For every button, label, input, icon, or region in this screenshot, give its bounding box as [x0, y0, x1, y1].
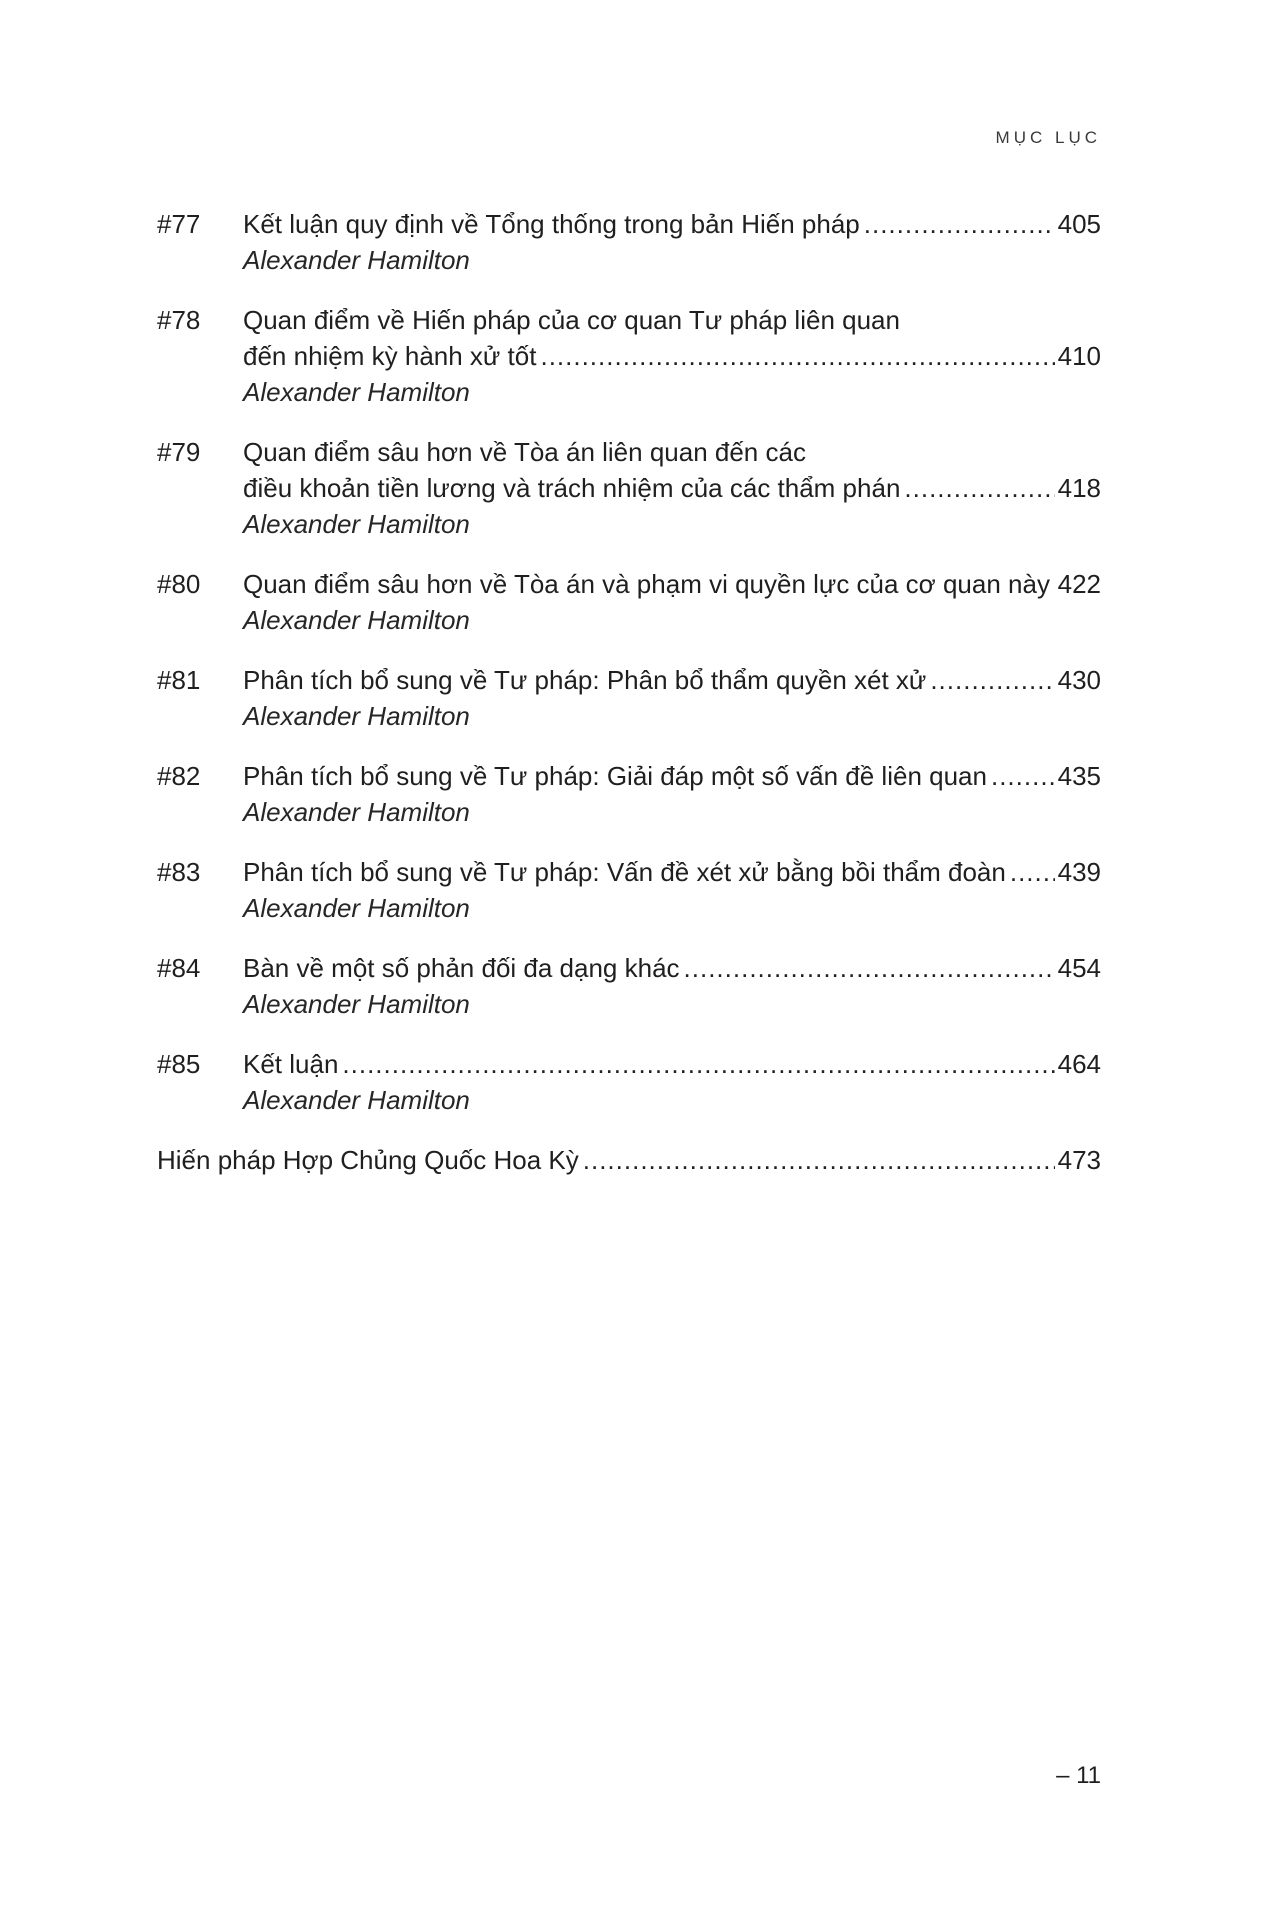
appendix-title-line	[157, 1142, 1101, 1178]
toc-entry	[157, 854, 1101, 926]
dot-leader	[991, 758, 1055, 794]
entry-title-line	[243, 338, 1101, 374]
entry-title: Kết luận	[243, 1049, 339, 1079]
entry-page-number: 464	[1057, 1049, 1101, 1079]
dot-leader	[864, 206, 1055, 242]
dot-leader	[1054, 566, 1055, 602]
entry-author: Alexander Hamilton	[243, 989, 470, 1019]
entry-title-first-line: Quan điểm sâu hơn về Tòa án liên quan đến các	[243, 437, 806, 467]
entry-title: Quan điểm sâu hơn về Tòa án và phạm vi quyền lực của cơ quan này	[243, 569, 1050, 599]
toc-entry	[157, 566, 1101, 638]
entry-title: Phân tích bổ sung về Tư pháp: Giải đáp một số vấn đề liên quan	[243, 761, 987, 791]
entry-page-number: 410	[1057, 341, 1101, 371]
entry-title-line	[243, 758, 1101, 794]
toc-entry	[157, 302, 1101, 410]
entry-number: #85	[157, 1049, 201, 1079]
entry-title: Phân tích bổ sung về Tư pháp: Vấn đề xét xử bằng bồi thẩm đoàn	[243, 857, 1006, 887]
entry-title: Bàn về một số phản đối đa dạng khác	[243, 953, 680, 983]
dot-leader	[904, 470, 1054, 506]
entry-title-line	[243, 950, 1101, 986]
dot-leader	[342, 1046, 1054, 1082]
entry-title-line	[243, 470, 1101, 506]
entry-title: Kết luận quy định về Tổng thống trong bản Hiến pháp	[243, 209, 860, 239]
entry-author: Alexander Hamilton	[243, 797, 470, 827]
entry-number: #78	[157, 305, 201, 335]
entry-author: Alexander Hamilton	[243, 1085, 470, 1115]
dot-leader	[684, 950, 1055, 986]
entry-title-line	[243, 854, 1101, 890]
entry-number: #83	[157, 857, 201, 887]
entry-author: Alexander Hamilton	[243, 893, 470, 923]
entry-page-number: 422	[1057, 569, 1101, 599]
entry-number: #81	[157, 665, 201, 695]
entry-number: #84	[157, 953, 201, 983]
entry-number: #82	[157, 761, 201, 791]
entry-title-line	[243, 566, 1101, 602]
entry-page-number: 405	[1057, 209, 1101, 239]
toc-entry	[157, 758, 1101, 830]
entry-author: Alexander Hamilton	[243, 605, 470, 635]
dot-leader	[583, 1142, 1055, 1178]
toc-appendix-entry	[157, 1142, 1101, 1178]
page-folio: – 11	[1056, 1762, 1101, 1789]
entry-number: #80	[157, 569, 201, 599]
entry-number: #77	[157, 209, 201, 239]
dot-leader	[1010, 854, 1055, 890]
running-header: MỤC LỤC	[995, 128, 1101, 147]
entry-author: Alexander Hamilton	[243, 377, 470, 407]
entry-author: Alexander Hamilton	[243, 509, 470, 539]
dot-leader	[930, 662, 1054, 698]
entry-page-number: 430	[1057, 665, 1101, 695]
entry-page-number: 435	[1057, 761, 1101, 791]
appendix-title: Hiến pháp Hợp Chủng Quốc Hoa Kỳ	[157, 1145, 579, 1175]
entry-title: điều khoản tiền lương và trách nhiệm của các thẩm phán	[243, 473, 901, 503]
toc-entry	[157, 434, 1101, 542]
entry-title-line	[243, 1046, 1101, 1082]
entry-title-first-line: Quan điểm về Hiến pháp của cơ quan Tư pháp liên quan	[243, 305, 900, 335]
entry-author: Alexander Hamilton	[243, 245, 470, 275]
entry-title-line	[243, 206, 1101, 242]
appendix-page-number: 473	[1057, 1145, 1101, 1175]
entry-title-line	[243, 662, 1101, 698]
toc-entry	[157, 950, 1101, 1022]
entry-page-number: 439	[1057, 857, 1101, 887]
entry-page-number: 454	[1057, 953, 1101, 983]
table-of-contents	[157, 206, 1101, 1202]
dot-leader	[540, 338, 1054, 374]
entry-page-number: 418	[1057, 473, 1101, 503]
toc-entry	[157, 206, 1101, 278]
entry-number: #79	[157, 437, 201, 467]
entry-title: đến nhiệm kỳ hành xử tốt	[243, 341, 537, 371]
entry-title: Phân tích bổ sung về Tư pháp: Phân bổ thẩm quyền xét xử	[243, 665, 927, 695]
toc-entry	[157, 1046, 1101, 1118]
toc-entry	[157, 662, 1101, 734]
entry-author: Alexander Hamilton	[243, 701, 470, 731]
